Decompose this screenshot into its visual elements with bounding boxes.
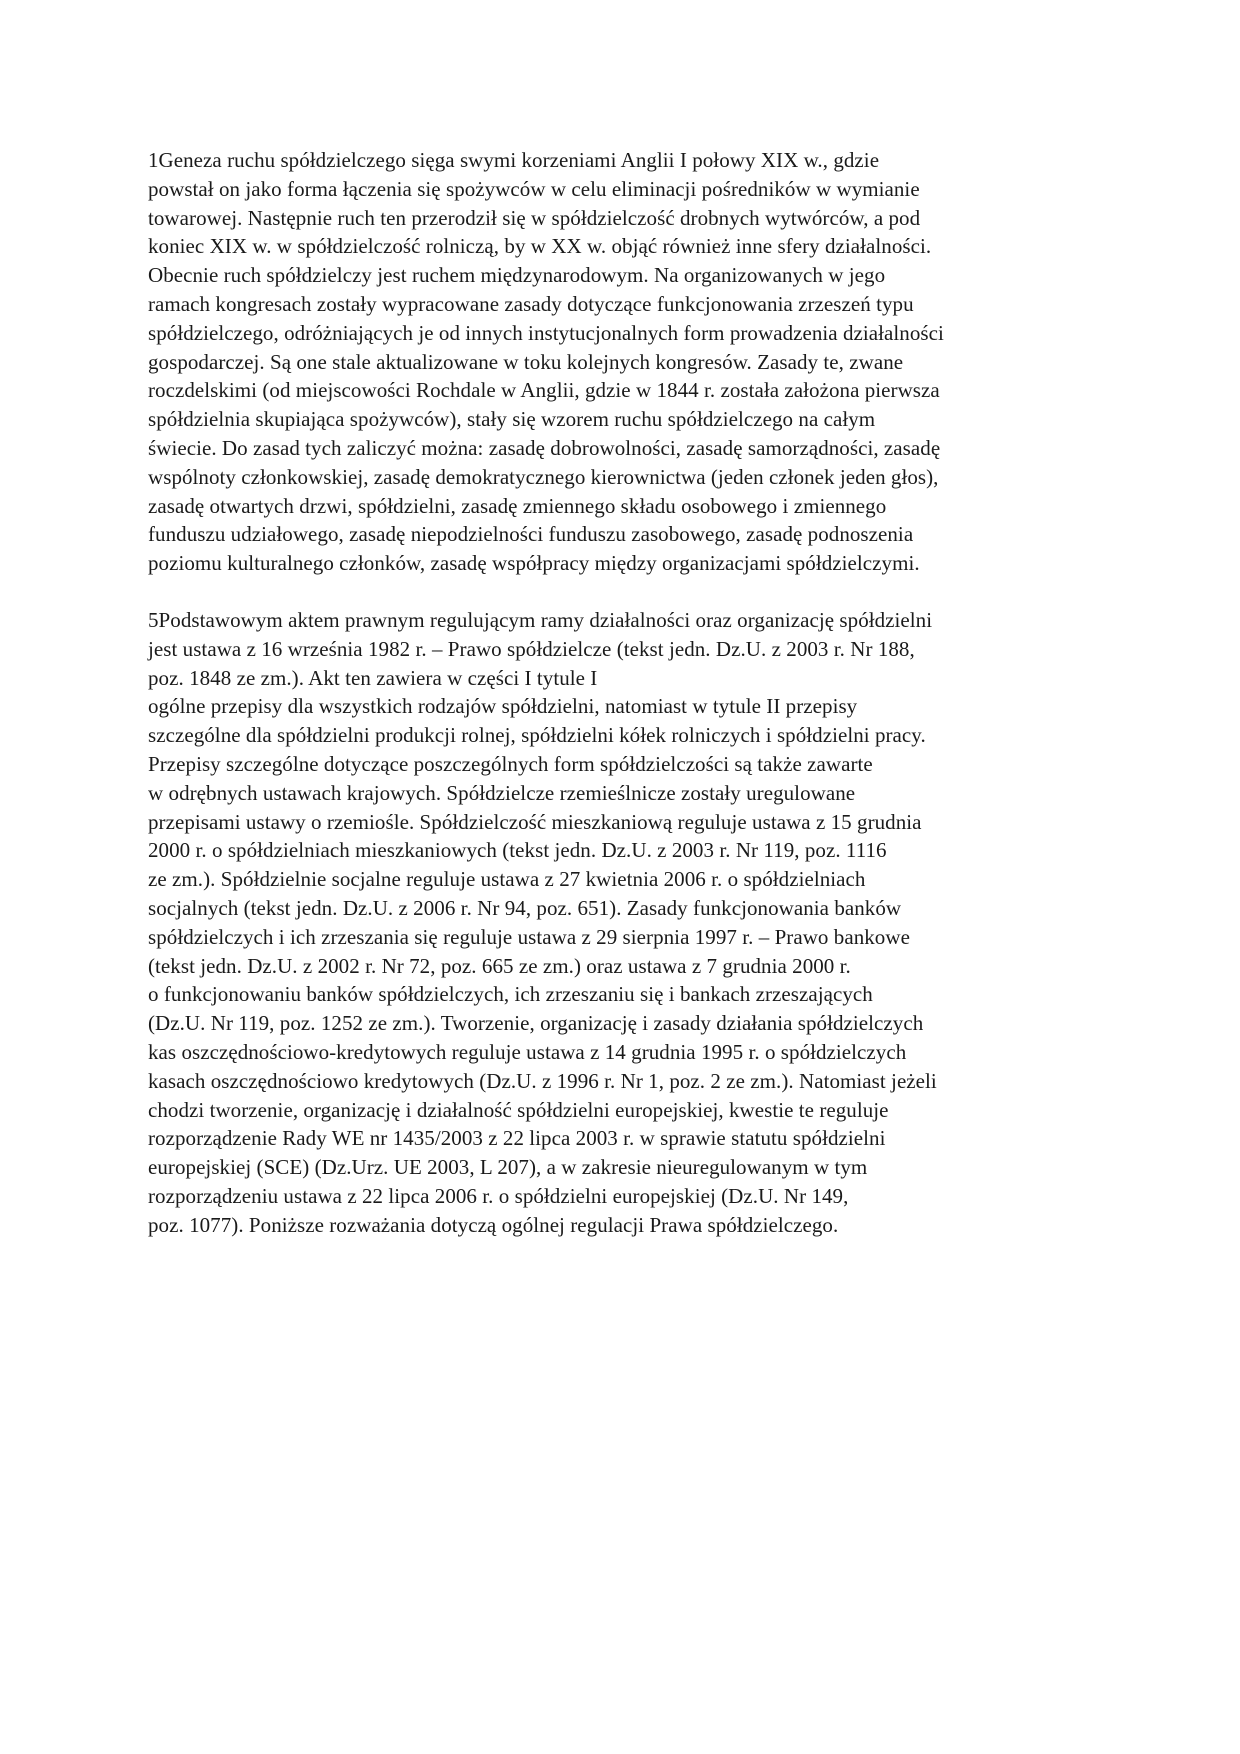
text-line: powstał on jako forma łączenia się spożywców w celu eliminacji pośredników w wymianie bbox=[148, 176, 920, 201]
text-line: spółdzielnia skupiająca spożywców), stały się wzorem ruchu spółdzielczego na całym bbox=[148, 407, 876, 432]
text-line: (tekst jedn. Dz.U. z 2002 r. Nr 72, poz. 665 ze zm.) oraz ustawa z 7 grudnia 2000 r. bbox=[148, 953, 851, 978]
text-line: wspólnoty członkowskiej, zasadę demokratycznego kierownictwa (jeden członek jeden głos), bbox=[148, 464, 939, 489]
text-line: Przepisy szczególne dotyczące poszczególnych form spółdzielczości są także zawarte bbox=[148, 751, 873, 776]
text-line: roczdelskimi (od miejscowości Rochdale w Anglii, gdzie w 1844 r. została założona pierwsza bbox=[148, 378, 940, 403]
text-line: Obecnie ruch spółdzielczy jest ruchem międzynarodowym. Na organizowanych w jego bbox=[148, 263, 886, 288]
text-line: kas oszczędnościowo-kredytowych reguluje ustawa z 14 grudnia 1995 r. o spółdzielczych bbox=[148, 1039, 907, 1064]
text-line: o funkcjonowaniu banków spółdzielczych, ich zrzeszaniu się i bankach zrzeszających bbox=[148, 982, 873, 1007]
text-line: gospodarczej. Są one stale aktualizowane w toku kolejnych kongresów. Zasady te, zwane bbox=[148, 349, 904, 374]
text-line: 2000 r. o spółdzielniach mieszkaniowych (tekst jedn. Dz.U. z 2003 r. Nr 119, poz. 1116 bbox=[148, 838, 887, 863]
text-line: rozporządzeniu ustawa z 22 lipca 2006 r. o spółdzielni europejskiej (Dz.U. Nr 149, bbox=[148, 1183, 849, 1208]
text-line: socjalnych (tekst jedn. Dz.U. z 2006 r. Nr 94, poz. 651). Zasady funkcjonowania banków bbox=[148, 895, 902, 920]
text-line: poz. 1848 ze zm.). Akt ten zawiera w części I tytule I bbox=[148, 665, 598, 690]
text-line: spółdzielczych i ich zrzeszania się reguluje ustawa z 29 sierpnia 1997 r. – Prawo bankowe bbox=[148, 924, 910, 949]
text-line: koniec XIX w. w spółdzielczość rolniczą, by w XX w. objąć również inne sfery działalności. bbox=[148, 234, 932, 259]
text-line: ogólne przepisy dla wszystkich rodzajów spółdzielni, natomiast w tytule II przepisy bbox=[148, 694, 858, 719]
text-line: chodzi tworzenie, organizację i działalność spółdzielni europejskiej, kwestie te reguluje bbox=[148, 1097, 889, 1122]
text-line: jest ustawa z 16 września 1982 r. – Prawo spółdzielcze (tekst jedn. Dz.U. z 2003 r. Nr 188, bbox=[148, 636, 915, 661]
text-line: zasadę otwartych drzwi, spółdzielni, zasadę zmiennego składu osobowego i zmiennego bbox=[148, 493, 887, 518]
paragraph-genesis bbox=[148, 146, 944, 578]
paragraph-legal-basis bbox=[148, 606, 937, 1240]
text-line: kasach oszczędnościowo kredytowych (Dz.U. z 1996 r. Nr 1, poz. 2 ze zm.). Natomiast jeżeli bbox=[148, 1068, 937, 1093]
text-line: europejskiej (SCE) (Dz.Urz. UE 2003, L 207), a w zakresie nieuregulowanym w tym bbox=[148, 1155, 868, 1180]
text-line: poziomu kulturalnego członków, zasadę współpracy między organizacjami spółdzielczymi. bbox=[148, 551, 920, 576]
text-line: świecie. Do zasad tych zaliczyć można: zasadę dobrowolności, zasadę samorządności, zasadę bbox=[148, 435, 941, 460]
text-line: przepisami ustawy o rzemiośle. Spółdzielczość mieszkaniową reguluje ustawa z 15 grudnia bbox=[148, 809, 922, 834]
text-line: ze zm.). Spółdzielnie socjalne reguluje ustawa z 27 kwietnia 2006 r. o spółdzielniach bbox=[148, 867, 866, 892]
text-line: w odrębnych ustawach krajowych. Spółdzielcze rzemieślnicze zostały uregulowane bbox=[148, 780, 856, 805]
text-line: towarowej. Następnie ruch ten przerodził się w spółdzielczość drobnych wytwórców, a pod bbox=[148, 205, 921, 230]
text-line: ramach kongresach zostały wypracowane zasady dotyczące funkcjonowania zrzeszeń typu bbox=[148, 291, 914, 316]
text-line: szczególne dla spółdzielni produkcji rolnej, spółdzielni kółek rolniczych i spółdzielni pracy. bbox=[148, 723, 926, 748]
text-line: poz. 1077). Poniższe rozważania dotyczą ogólnej regulacji Prawa spółdzielczego. bbox=[148, 1212, 839, 1237]
text-line: 5Podstawowym aktem prawnym regulującym ramy działalności oraz organizację spółdzielni bbox=[148, 608, 933, 632]
text-line: spółdzielczego, odróżniających je od innych instytucjonalnych form prowadzenia działalności bbox=[148, 320, 944, 345]
text-line: funduszu udziałowego, zasadę niepodzielności funduszu zasobowego, zasadę podnoszenia bbox=[148, 522, 914, 547]
text-line: (Dz.U. Nr 119, poz. 1252 ze zm.). Tworzenie, organizację i zasady działania spółdzielczych bbox=[148, 1011, 924, 1036]
text-line: rozporządzenie Rady WE nr 1435/2003 z 22 lipca 2003 r. w sprawie statutu spółdzielni bbox=[148, 1126, 886, 1151]
text-line: 1Geneza ruchu spółdzielczego sięga swymi korzeniami Anglii I połowy XIX w., gdzie bbox=[148, 148, 880, 172]
